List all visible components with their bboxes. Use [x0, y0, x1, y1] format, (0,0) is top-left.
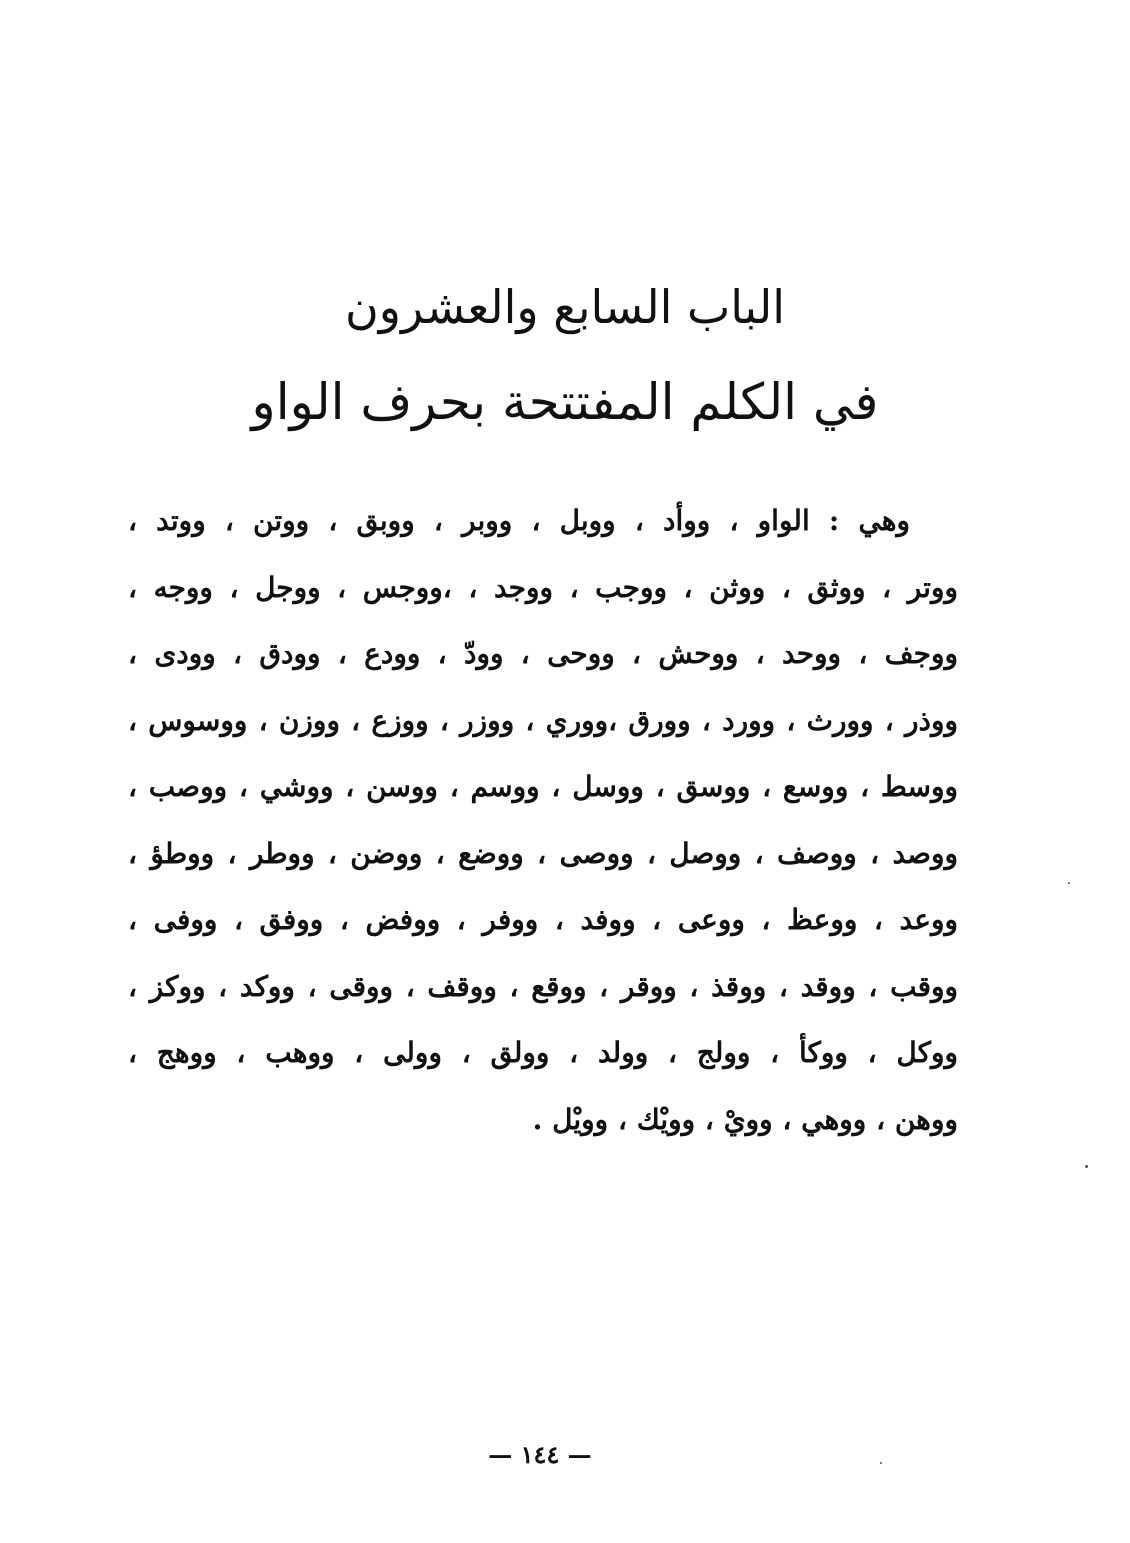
scan-speck: [1068, 882, 1070, 884]
body-line: ووسط ، ووسع ، ووسق ، ووسل ، ووسم ، ووسن ، ووشي ، ووصب ،: [128, 770, 958, 803]
word-list-paragraph: [128, 488, 958, 1153]
scan-speck: [880, 1462, 882, 1464]
chapter-subtitle: في الكلم المفتتحة بحرف الواو: [251, 373, 879, 431]
body-line: ووجف ، ووحد ، ووحش ، ووحى ، وودّ ، وودع ، وودق ، وودى ،: [128, 637, 958, 670]
body-line: وهي : الواو ، ووأد ، ووبل ، ووبر ، ووبق ، ووتن ، ووتد ،: [128, 504, 910, 537]
body-line: ووكل ، ووكأ ، وولج ، وولد ، وولق ، وولى ، ووهب ، ووهج ،: [128, 1036, 958, 1069]
body-line: ووهن ، ووهي ، وويْ ، وويْك ، وويْل .: [532, 1102, 958, 1136]
page-number: — ١٤٤ —: [488, 1440, 592, 1469]
body-line: ووصد ، ووصف ، ووصل ، ووصى ، ووضع ، ووضن ، ووطر ، ووطؤ ،: [128, 836, 958, 870]
chapter-title: الباب السابع والعشرون: [345, 280, 785, 334]
body-line: ووذر ، وورث ، وورد ، وورق ،ووري ، ووزر ، ووزع ، ووزن ، ووسوس ،: [128, 703, 958, 737]
scan-speck: [1085, 1165, 1088, 1168]
body-line: ووقب ، ووقد ، ووقذ ، ووقر ، ووقع ، ووقف ، ووقى ، ووكد ، ووكز ،: [128, 969, 958, 1003]
body-line: ووتر ، ووثق ، ووثن ، ووجب ، ووجد ، ،ووجس ، ووجل ، ووجه ،: [128, 570, 958, 604]
body-line: ووعد ، ووعظ ، ووعى ، ووفد ، ووفر ، ووفض ، ووفق ، ووفى ،: [128, 903, 958, 936]
